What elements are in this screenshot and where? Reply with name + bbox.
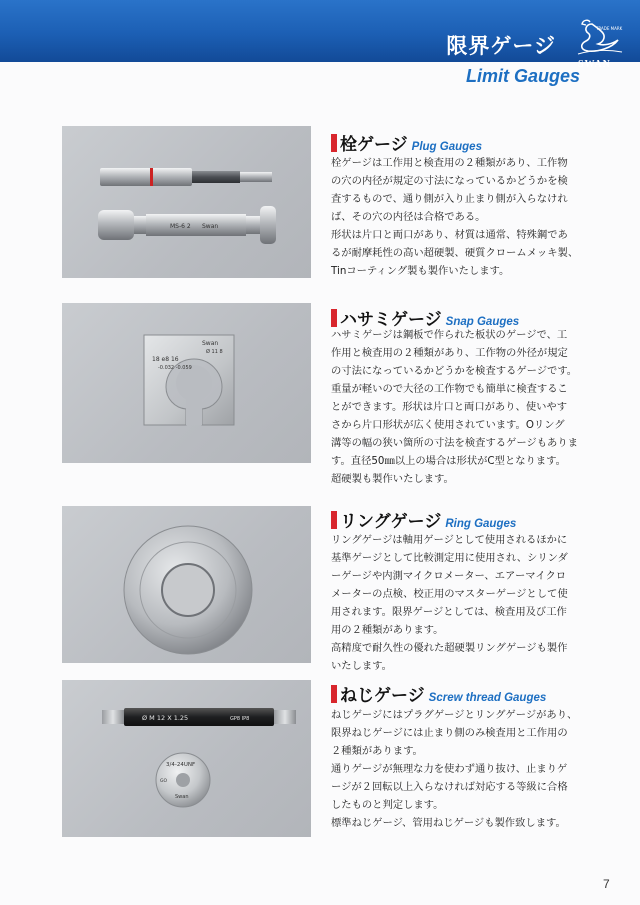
section-marker: [331, 511, 337, 529]
screw-gauge-mark-size: Ø M 12 X 1.25: [142, 714, 189, 722]
screw-gauge-mark-ring: 3/4-24UNF: [166, 762, 196, 768]
body-line: 超硬製も製作いたします。: [331, 473, 454, 485]
swan-icon: [572, 18, 626, 58]
snap-gauge-image: [62, 303, 311, 463]
section-marker: [331, 134, 337, 152]
section-body-snap: [331, 326, 593, 488]
section-title-jp: リングゲージ: [340, 512, 442, 532]
screw-gauge-photo: [62, 680, 311, 837]
screw-gauge-mark-class: GP8 IP8: [230, 716, 250, 722]
section-title-en: Snap Gauges: [445, 316, 520, 328]
page-title: 限界ゲージ: [446, 34, 556, 58]
snap-gauge-photo: [62, 303, 311, 463]
body-line: ば、その穴の内径は合格である。: [331, 211, 486, 223]
swan-logo: [572, 18, 626, 68]
body-line: Tinコーティング製も製作いたします。: [331, 265, 510, 277]
section-title-screw: [331, 681, 547, 706]
body-line: 溝等の幅の狭い箇所の寸法を検査するゲージもありま: [331, 437, 578, 449]
body-line: 重量が軽いので大径の工作物でも簡単に検査するこ: [331, 383, 568, 395]
page-number: 7: [603, 877, 610, 891]
section-body-screw: [331, 706, 593, 832]
ring-gauge-image: [62, 506, 311, 663]
screw-gauge-mark-go: GO: [160, 779, 168, 784]
body-line: したものと判定します。: [331, 799, 444, 811]
section-body-plug: [331, 154, 593, 280]
screw-gauge-mark-brand: Swan: [175, 794, 189, 800]
screw-gauge-image: [62, 680, 311, 837]
body-line: ハサミゲージは鋼板で作られた板状のゲージで、工: [331, 329, 568, 341]
body-line: す。直径50㎜以上の場合は形状がC型となります。: [331, 455, 566, 467]
body-line: の寸法になっているかどうかを検査するゲージです。: [331, 365, 578, 377]
section-title-en: Plug Gauges: [411, 141, 482, 153]
section-title-ring: [331, 507, 517, 532]
plug-gauge-image: [62, 126, 311, 278]
plug-gauge-mark-brand: Swan: [202, 223, 219, 230]
body-line: ねじゲージにはプラグゲージとリングゲージがあり、: [331, 709, 578, 721]
body-line: 限界ねじゲージには止まり側のみ検査用と工作用の: [331, 727, 568, 739]
body-line: 基準ゲージとして比較測定用に使用され、シリンダ: [331, 552, 568, 564]
body-line: とができます。形状は片口と両口があり、使いやす: [331, 401, 568, 413]
page-subtitle: Limit Gauges: [465, 66, 580, 86]
section-title-plug: [331, 130, 482, 155]
body-line: 通りゲージが無理な力を使わず通り抜け、止まりゲ: [331, 763, 568, 775]
section-title-en: Ring Gauges: [445, 518, 517, 530]
section-marker: [331, 685, 337, 703]
body-line: 高精度で耐久性の優れた超硬製リングゲージも製作: [331, 642, 568, 654]
section-marker: [331, 309, 337, 327]
ring-gauge-photo: [62, 506, 311, 663]
section-title-jp: 栓ゲージ: [340, 135, 408, 155]
body-line: いたします。: [331, 660, 392, 672]
plug-gauge-photo: [62, 126, 311, 278]
section-title-snap: [331, 305, 520, 330]
body-line: 用の２種類があります。: [331, 624, 444, 636]
snap-gauge-mark-brand: Swan: [202, 340, 219, 347]
body-line: ーゲージや内測マイクロメーター、エアーマイクロ: [331, 570, 567, 582]
body-line: さから片口形状が広く使用されています。Oリング: [331, 419, 565, 431]
body-line: ージが２回転以上入らなければ対応する等級に合格: [331, 781, 568, 793]
body-line: 栓ゲージは工作用と検査用の２種類があり、工作物: [331, 157, 568, 169]
body-line: の穴の内径が規定の寸法になっているかどうかを検: [331, 175, 568, 187]
body-line: ２種類があります。: [331, 745, 423, 757]
body-line: 作用と検査用の２種類があり、工作物の外径が規定: [331, 347, 568, 359]
body-line: るが耐摩耗性の高い超硬製、硬質クロームメッキ製、: [331, 247, 579, 259]
section-body-ring: [331, 531, 593, 675]
body-line: リングゲージは軸用ゲージとして使用されるほかに: [331, 534, 568, 546]
logo-word: SWAN: [578, 59, 611, 70]
snap-gauge-mark-2: 18 e8 16: [152, 356, 179, 363]
body-line: 用されます。限界ゲージとしては、検査用及び工作: [331, 606, 567, 618]
section-title-jp: ねじゲージ: [340, 686, 425, 706]
body-line: メーターの点検、校正用のマスターゲージとして使: [331, 588, 568, 600]
snap-gauge-mark-3: -0.032 -0.059: [158, 365, 192, 371]
body-line: 査するもので、通り側が入り止まり側が入らなけれ: [331, 193, 568, 205]
body-line: 標準ねじゲージ、管用ねじゲージも製作致します。: [331, 817, 566, 829]
section-title-en: Screw thread Gauges: [428, 692, 547, 704]
section-title-jp: ハサミゲージ: [340, 310, 442, 330]
plug-gauge-mark-size: MS-6 2: [170, 223, 191, 230]
snap-gauge-mark-1: Ø 11 8: [206, 349, 223, 355]
body-line: 形状は片口と両口があり、材質は通常、特殊鋼であ: [331, 229, 568, 241]
logo-trademark: TRADE MARK: [596, 26, 623, 31]
